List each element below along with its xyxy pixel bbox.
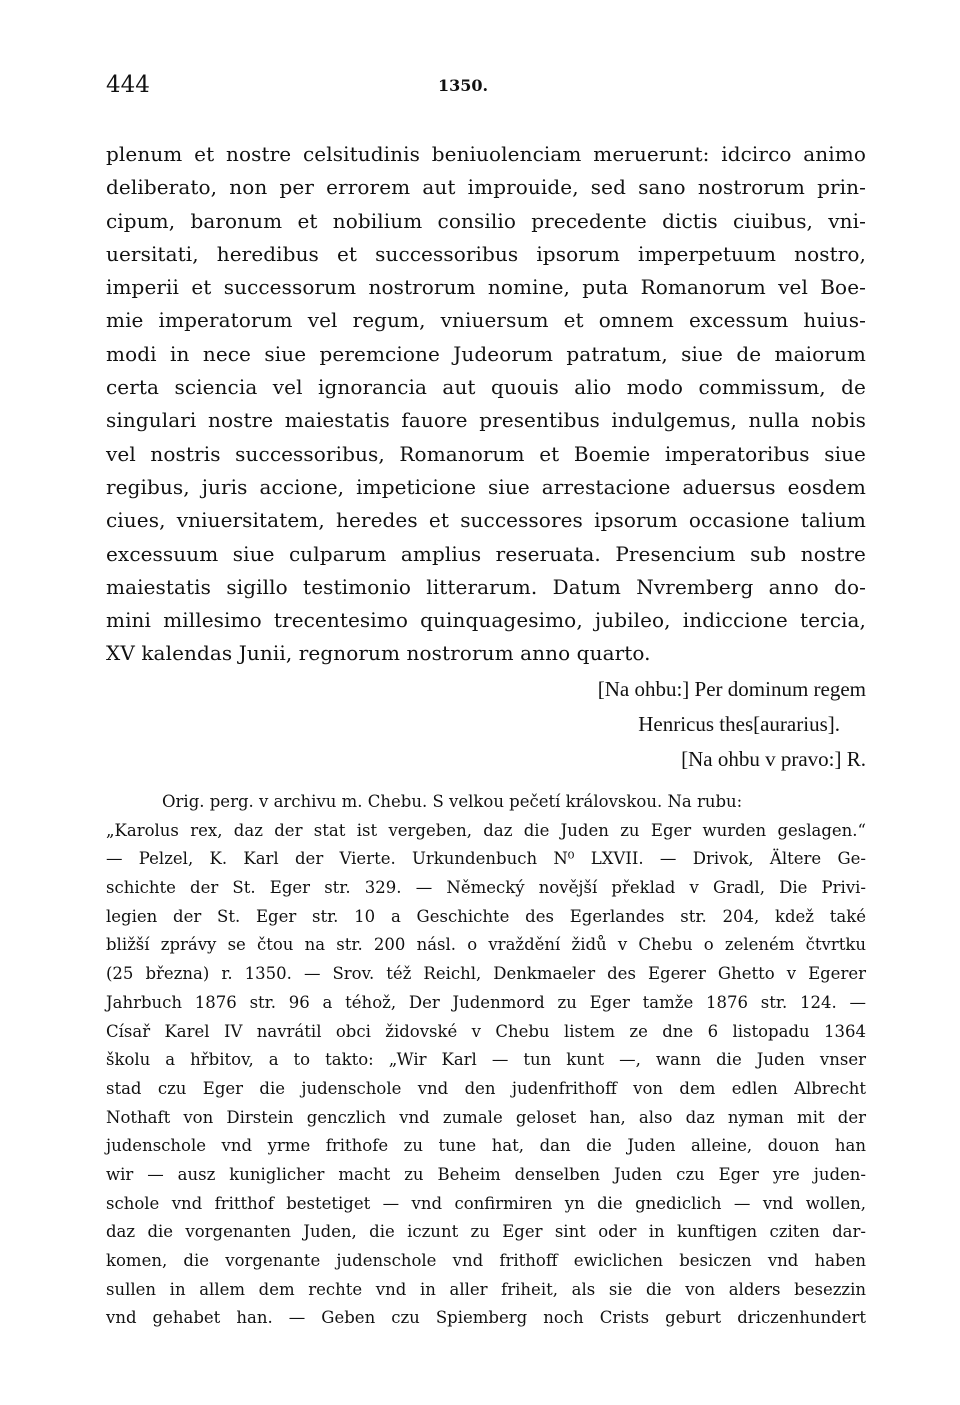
text-line: excessuum siue culparum amplius reseruata. Presencium sub nostre: [106, 541, 866, 566]
note-line: schole vnd fritthof bestetiget — vnd confirmiren yn die gnediclich — vnd wollen,: [106, 1193, 866, 1213]
note-line: Jahrbuch 1876 str. 96 a téhož, Der Judenmord zu Eger tamže 1876 str. 124. —: [106, 992, 866, 1012]
text-line: vel nostris successoribus, Romanorum et Boemie imperatoribus siue: [106, 441, 866, 466]
signature-line: [Na ohbu v pravo:] R.: [681, 747, 866, 771]
note-line: legien der St. Eger str. 10 a Geschichte des Egerlandes str. 204, kdež také: [106, 906, 866, 926]
text-line: regibus, juris accione, impeticione siue arrestacione aduersus eosdem: [106, 474, 866, 499]
note-line: schichte der St. Eger str. 329. — Německý novější překlad v Gradl, Die Privi-: [106, 878, 866, 898]
text-line: mini millesimo trecentesimo quinquagesimo, jubileo, indiccione tercia,: [106, 608, 866, 633]
text-line: singulari nostre maiestatis fauore presentibus indulgemus, nulla nobis: [106, 408, 866, 433]
signature-block: [106, 672, 866, 777]
note-line: „Karolus rex, daz der stat ist vergeben, daz die Juden zu Eger wurden geslagen.“: [106, 820, 866, 840]
text-line: certa sciencia vel ignorancia aut quouis alio modo commissum, de: [106, 375, 866, 400]
note-line: judenschole vnd yrme frithofe zu tune hat, dan die Juden alleine, douon han: [106, 1136, 866, 1156]
note-line: bližší zprávy se čtou na str. 200 násl. o vraždění židů v Chebu o zeleném čtvrtku: [106, 935, 866, 955]
signature-line: Henricus thes[aurarius].: [638, 712, 840, 736]
text-line: mie imperatorum vel regum, vniuersum et omnem excessum huius-: [106, 308, 866, 333]
text-line: ciues, vniuersitatem, heredes et successores ipsorum occasione talium: [106, 508, 866, 533]
text-line: modi in nece siue peremcione Judeorum patratum, siue de maiorum: [106, 341, 866, 366]
note-line: daz die vorgenanten Juden, die iczunt zu Eger sint oder in kunftigen cziten dar-: [106, 1222, 866, 1242]
editorial-notes: [106, 788, 866, 1333]
note-line: (25 března) r. 1350. — Srov. též Reichl, Denkmaeler des Egerer Ghetto v Egerer: [106, 964, 866, 984]
note-line: — Pelzel, K. Karl der Vierte. Urkundenbuch N⁰ LXVII. — Drivok, Ältere Ge-: [106, 849, 866, 869]
main-latin-text: [106, 138, 866, 671]
note-line: sullen in allem dem rechte vnd in aller friheit, als sie die von alders besezzin: [106, 1279, 866, 1299]
note-line: Císař Karel IV navrátil obci židovské v Chebu listem ze dne 6 listopadu 1364: [106, 1021, 866, 1041]
note-line: Orig. perg. v archivu m. Chebu. S velkou pečetí královskou. Na rubu:: [162, 792, 743, 811]
page-number: 444: [106, 72, 150, 98]
note-line: wir — ausz kuniglicher macht zu Beheim denselben Juden czu Eger yre juden-: [106, 1164, 866, 1184]
note-line: školu a hřbitov, a to takto: „Wir Karl — tun kunt —, wann die Juden vnser: [106, 1050, 866, 1070]
text-line: maiestatis sigillo testimonio litterarum. Datum Nvremberg anno do-: [106, 574, 866, 599]
note-line: vnd gehabet han. — Geben czu Spiemberg noch Crists geburt driczenhundert: [106, 1308, 866, 1328]
text-line: cipum, baronum et nobilium consilio precedente dictis ciuibus, vni-: [106, 208, 866, 233]
text-line: imperii et successorum nostrorum nomine, puta Romanorum vel Boe-: [106, 275, 866, 300]
text-line: deliberato, non per errorem aut improuide, sed sano nostrorum prin-: [106, 175, 866, 200]
note-line: komen, die vorgenante judenschole vnd frithoff ewiclichen besiczen vnd haben: [106, 1251, 866, 1270]
running-header-year: 1350.: [438, 76, 489, 95]
text-line: XV kalendas Junii, regnorum nostrorum anno quarto.: [106, 641, 651, 666]
note-line: stad czu Eger die judenschole vnd den judenfrithoff von dem edlen Albrecht: [106, 1078, 866, 1098]
signature-line: [Na ohbu:] Per dominum regem: [597, 677, 866, 701]
text-line: uersitati, heredibus et successoribus ipsorum imperpetuum nostro,: [106, 241, 866, 266]
note-line: Nothaft von Dirstein genczlich vnd zumale geloset han, also daz nyman mit der: [106, 1107, 866, 1127]
page-header: [106, 72, 866, 102]
text-line: plenum et nostre celsitudinis beniuolenciam meruerunt: idcirco animo: [106, 142, 866, 166]
